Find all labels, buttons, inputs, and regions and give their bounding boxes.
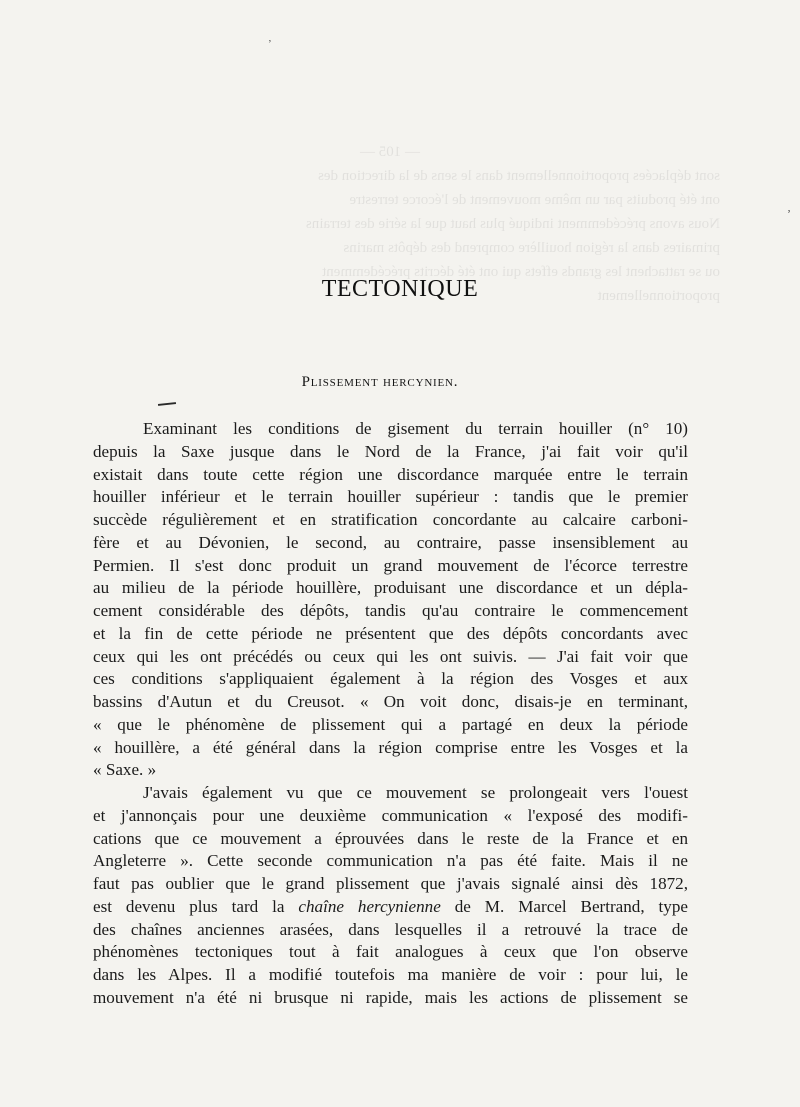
italic-term: chaîne hercynienne [298,896,441,916]
margin-mark: ʼ [787,207,791,221]
text-line: dans les Alpes. Il a modifié toutefois ma manière de voir : pour lui, le [93,965,688,984]
show-through-line: proportionnellement [597,288,720,304]
show-through-line: ont été produits par un même mouvement de l'écorce terrestre [349,192,720,208]
paragraph [93,782,688,1010]
text-line: « que le phénomène de plissement qui a partagé en deux la période [93,714,688,734]
show-through-line: ou se rattachent les grands effets qui ont été décrits précédemment [322,264,720,280]
text-line: J'avais également vu que ce mouvement se prolongeait vers l'ouest [143,783,688,802]
heading-dash [158,402,176,406]
text-line: « Saxe. » [93,760,157,780]
show-through-line: Nous avons précédemment indiqué plus haut que la série des terrains [305,216,720,232]
text-line: Angleterre ». Cette seconde communication n'a pas été faite. Mais il ne [93,851,688,871]
text-line: fère et au Dévonien, le second, au contraire, passe insensiblement au [93,532,688,552]
show-through-line: primaires dans la région houillère comprend des dépôts marins [343,240,720,256]
text-line: mouvement n'a été ni brusque ni rapide, mais les actions de plissement se [93,987,688,1007]
text-line: depuis la Saxe jusque dans le Nord de la France, j'ai fait voir qu'il [93,441,688,461]
text-line: au milieu de la période houillère, produisant une discordance et un dépla- [93,578,688,598]
text-line: Examinant les conditions de gisement du terrain houiller (n° 10) [143,419,688,438]
text-line: existait dans toute cette région une discordance marquée entre le terrain [93,464,688,484]
text-line: est devenu plus tard la chaîne hercynienne de M. Marcel Bertrand, type [93,896,688,916]
text-line: phénomènes tectoniques tout à fait analogues à ceux que l'on observe [93,942,688,962]
text-line: des chaînes anciennes arasées, dans lesquelles il a retrouvé la trace de [93,919,688,939]
paragraph [93,418,688,782]
text-line: cement considérable des dépôts, tandis qu'au contraire le commencement [93,601,688,620]
text-line: bassins d'Autun et du Creusot. « On voit donc, disais-je en terminant, [93,692,688,711]
show-through-line: — 105 — [360,144,420,160]
text-line: « houillère, a été général dans la région comprise entre les Vosges et la [93,737,688,757]
section-heading: Plissement hercynien. [301,374,459,390]
text-line: houiller inférieur et le terrain houiller supérieur : tandis que le premier [93,487,688,507]
margin-mark: ʼ [268,38,272,50]
page-title: TECTONIQUE [321,276,479,302]
text-line: faut pas oublier que le grand plissement que j'avais signalé ainsi dès 1872, [93,874,688,893]
body-text [93,418,688,1010]
text-line: et la fin de cette période ne présentent que des dépôts concordants avec [93,623,688,643]
text-line: cations que ce mouvement a éprouvées dans le reste de la France et en [93,828,688,848]
text-line: Permien. Il s'est donc produit un grand mouvement de l'écorce terrestre [93,555,688,575]
show-through-line: sont déplacées proportionnellement dans le sens de la direction des [318,168,720,184]
text-line: et j'annonçais pour une deuxième communication « l'exposé des modifi- [93,805,688,825]
text-line: ceux qui les ont précédés ou ceux qui les ont suivis. — J'ai fait voir que [93,646,688,666]
text-line: ces conditions s'appliquaient également à la région des Vosges et aux [93,669,688,689]
text-line: succède régulièrement et en stratification concordante au calcaire carboni- [93,510,688,529]
